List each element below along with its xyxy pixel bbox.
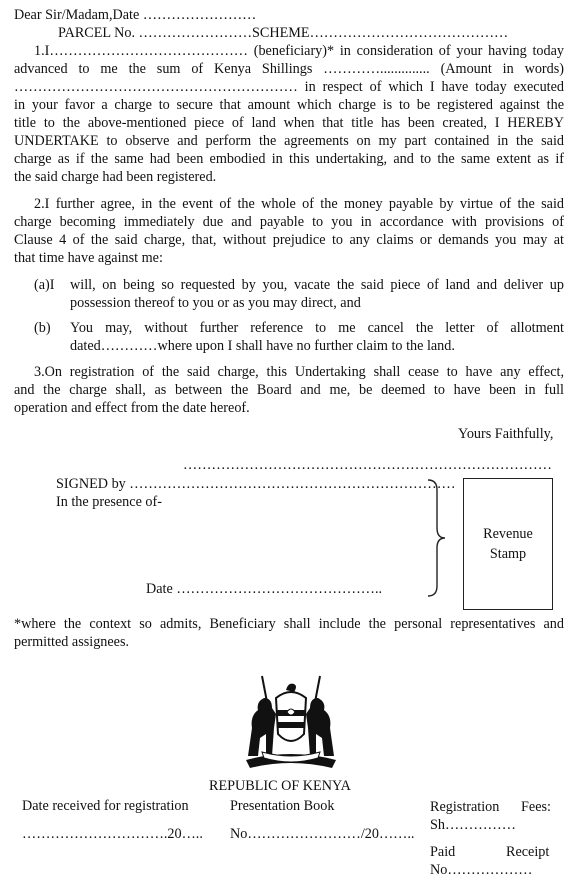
item-a-line1: will, on being so requested by you, vacate the said piece of land and deliver up: [70, 277, 564, 293]
date-received-dotted-line: ………………………….20…..: [22, 826, 203, 842]
fees-sh-line: Sh……………: [430, 817, 516, 833]
para1-line7: charge as if the same had been embodied in this undertaking, and to the same extent as if: [14, 151, 564, 167]
stamp-label-revenue: Revenue: [483, 526, 533, 542]
para1-line4: in your favor a charge to secure that amount which charge is to be registered against the: [14, 97, 564, 113]
item-a-marker: (a)I: [34, 277, 55, 293]
receipt-label: Receipt: [506, 844, 550, 860]
item-b-line1: You may, without further reference to me cancel the letter of allotment: [70, 320, 564, 336]
coat-of-arms-emblem: [232, 668, 350, 772]
para1-line6: UNDERTAKE to observe and perform the agreements on my part contained in the said: [14, 133, 564, 149]
para1-line1: 1.I…………………………………… (beneficiary)* in consideration of your having today: [34, 43, 564, 59]
signature-dotted-line: ……………………………………………………………………: [183, 457, 552, 473]
fees-label: Fees:: [521, 799, 551, 815]
para1-line8: the said charge had been registered.: [14, 169, 217, 185]
para3-line2: and the charge shall, as between the Board and me, be deemed to have been in full: [14, 382, 564, 398]
footnote-line1: *where the context so admits, Beneficiary shall include the personal representatives and: [14, 616, 564, 632]
signed-by-line: SIGNED by ……………………………………………………………: [56, 476, 456, 492]
para2-line4: that time have against me:: [14, 250, 163, 266]
paid-label: Paid: [430, 844, 456, 860]
para1-line5: title to the above-mentioned piece of land when that title has been created, I HEREBY: [14, 115, 564, 131]
para1-line3: …………………………………………………… in respect of which I have today executed: [14, 79, 564, 95]
parcel-scheme-line: PARCEL No. ……………………SCHEME……………………………………: [58, 25, 509, 41]
yours-faithfully: Yours Faithfully,: [458, 426, 554, 442]
stamp-label-stamp: Stamp: [489, 546, 527, 562]
receipt-number-line: No………………: [430, 862, 533, 878]
registration-label: Registration: [430, 799, 500, 815]
item-b-line2: dated…………where upon I shall have no further claim to the land.: [70, 338, 455, 354]
presentation-book-label: Presentation Book: [230, 798, 335, 814]
revenue-stamp-box: [463, 478, 553, 610]
in-presence-of-label: In the presence of-: [56, 494, 162, 510]
curly-brace-icon: [425, 478, 447, 598]
para3-line3: operation and effect from the date hereof.: [14, 400, 250, 416]
para3-line1: 3.On registration of the said charge, this Undertaking shall cease to have any effect,: [34, 364, 564, 380]
para2-line3: Clause 4 of the said charge, that, without prejudice to any claims or demands you may at: [14, 232, 564, 248]
item-b-marker: (b): [34, 320, 51, 336]
republic-of-kenya-heading: REPUBLIC OF KENYA: [209, 778, 351, 794]
footnote-line2: permitted assignees.: [14, 634, 130, 650]
para2-line1: 2.I further agree, in the event of the whole of the money payable by virtue of the said: [34, 196, 564, 212]
para2-line2: charge becoming immediately due and payable to you in accordance with provisions of: [14, 214, 564, 230]
para1-line2: advanced to me the sum of Kenya Shillings ………….............. (Amount in words): [14, 61, 564, 77]
date-line: Date ……………………………………..: [146, 581, 383, 597]
date-received-label: Date received for registration: [22, 798, 189, 814]
item-a-line2: possession thereof to you or as you may direct, and: [70, 295, 361, 311]
salutation-date-line: Dear Sir/Madam,Date ……………………: [14, 7, 257, 23]
presentation-book-number-line: No……………………/20……..: [230, 826, 415, 842]
